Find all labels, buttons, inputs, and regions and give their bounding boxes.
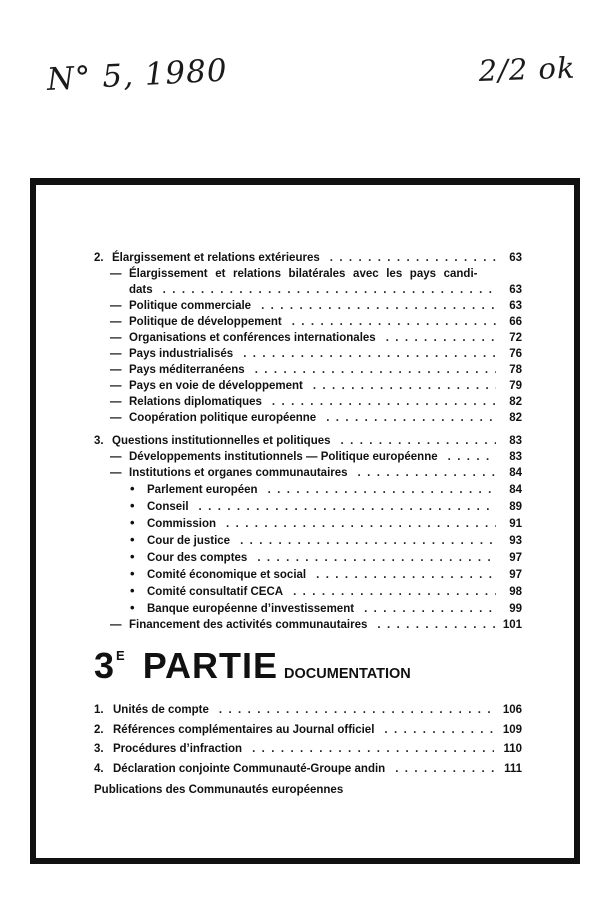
table-of-contents-frame — [30, 178, 580, 864]
toc-subitem[interactable]: • Comité économique et social . . . 97 — [94, 566, 522, 583]
toc-item-title: Financement des activités communautaires — [129, 619, 368, 631]
toc-page-number: 76 — [509, 348, 522, 360]
toc-item[interactable]: — Pays en voie de développement . . . 79 — [94, 378, 522, 394]
toc-item-title: Références complémentaires au Journal officiel — [113, 723, 375, 736]
toc-page-number: 93 — [509, 535, 522, 547]
toc-subitem-title: Commission — [147, 518, 217, 530]
toc-subitem[interactable]: • Commission . . . 91 — [94, 515, 522, 532]
toc-page-number: 63 — [509, 284, 522, 296]
toc-item-continuation[interactable] — [94, 282, 522, 298]
toc-subitem[interactable]: • Cour des comptes . . . 97 — [94, 549, 522, 566]
toc-item[interactable]: — Organisations et conférences internationales . . . 72 — [94, 330, 522, 346]
toc-subitem[interactable]: • Conseil . . . 89 — [94, 498, 522, 515]
toc-item-title: Pays industrialisés — [129, 348, 234, 360]
toc-item-title: Organisations et conférences internationales — [129, 332, 376, 344]
toc-subitem[interactable]: • Banque européenne d’investissement . . . 99 — [94, 600, 522, 617]
toc-page-number: 106 — [502, 704, 522, 716]
toc-item-title: Politique commerciale — [129, 300, 252, 312]
part-number-superscript: E — [116, 648, 125, 663]
part-number: 3 — [94, 645, 115, 686]
toc-subitem[interactable]: • Comité consultatif CECA . . . 98 — [94, 583, 522, 600]
publications-line[interactable]: Publications des Communautés européennes — [94, 783, 344, 796]
toc-subitem-title: Cour de justice — [147, 535, 231, 547]
toc-item[interactable]: — Institutions et organes communautaires . . . 84 — [94, 465, 522, 481]
toc-page-number: 82 — [509, 396, 522, 408]
toc-page-number: 89 — [509, 501, 522, 513]
toc-section-title: Questions institutionnelles et politiques — [112, 435, 331, 447]
toc-page-number: 98 — [509, 586, 522, 598]
toc-item[interactable]: — Relations diplomatiques . . . 82 — [94, 394, 522, 410]
toc-subitem-title: Parlement européen — [147, 484, 258, 496]
toc-page-number: 78 — [509, 364, 522, 376]
toc-subitem-title: Conseil — [147, 501, 189, 513]
toc-item[interactable]: — Développements institutionnels — Politique européenne . . . 83 — [94, 449, 522, 465]
toc-item-title: dats — [129, 284, 153, 296]
toc-page-number: 91 — [509, 518, 522, 530]
toc-page-number: 101 — [502, 619, 522, 631]
toc-page-number: 82 — [509, 412, 522, 424]
toc-item-title: Développements institutionnels — Politique européenne — [129, 451, 438, 463]
toc-item[interactable]: — Pays méditerranéens . . . 78 — [94, 362, 522, 378]
toc-item-title: Politique de développement — [129, 316, 282, 328]
toc-page-number: 109 — [502, 723, 522, 736]
table-of-contents — [94, 250, 522, 800]
part-heading — [94, 645, 522, 687]
toc-doc-item[interactable]: 2. Références complémentaires au Journal officiel . . . 109 — [94, 721, 522, 741]
toc-page-number: 83 — [509, 451, 522, 463]
toc-doc-item[interactable]: 1. Unités de compte . . . 106 — [94, 701, 522, 721]
toc-item-title: Coopération politique européenne — [129, 412, 317, 424]
toc-page-number: 97 — [509, 552, 522, 564]
toc-item-title: Déclaration conjointe Communauté-Groupe andin — [113, 763, 386, 776]
handwritten-page-note: 2/2 ok — [478, 50, 577, 88]
toc-item-title: Pays méditerranéens — [129, 364, 245, 376]
toc-doc-item[interactable]: 4. Déclaration conjointe Communauté-Groupe andin . . . 111 — [94, 760, 522, 780]
toc-item[interactable]: — Politique commerciale . . . 63 — [94, 298, 522, 314]
toc-subitem[interactable]: • Cour de justice . . . 93 — [94, 532, 522, 549]
toc-item[interactable]: — Élargissement et relations bilatérales avec les pays candi- — [110, 268, 478, 280]
toc-page-number: 111 — [504, 763, 522, 776]
toc-item-title: Relations diplomatiques — [129, 396, 262, 408]
toc-page-number: 63 — [509, 252, 522, 264]
toc-item[interactable]: — Coopération politique européenne . . . 82 — [94, 410, 522, 426]
toc-page-number: 83 — [509, 435, 522, 447]
toc-page-number: 84 — [509, 484, 522, 496]
toc-subitem-title: Banque européenne d’investissement — [147, 603, 355, 615]
toc-subitem[interactable]: • Parlement européen . . . 84 — [94, 481, 522, 498]
toc-page-number: 99 — [509, 603, 522, 615]
toc-item[interactable]: — Politique de développement . . . 66 — [94, 314, 522, 330]
toc-item-title: Pays en voie de développement — [129, 380, 303, 392]
toc-subitem-title: Comité économique et social — [147, 569, 307, 581]
toc-section-3[interactable]: 3. Questions institutionnelles et politiques . . . 83 — [94, 433, 522, 449]
toc-item-title: Unités de compte — [113, 704, 209, 716]
part-subtitle: DOCUMENTATION — [284, 666, 411, 682]
handwritten-issue-note: N° 5, 1980 — [46, 52, 229, 98]
toc-item[interactable]: — Pays industrialisés . . . 76 — [94, 346, 522, 362]
toc-doc-item[interactable]: 3. Procédures d’infraction . . . 110 — [94, 740, 522, 760]
toc-subitem-title: Cour des comptes — [147, 552, 248, 564]
toc-item-title: Procédures d’infraction — [113, 743, 243, 756]
toc-section-2[interactable]: 2. Élargissement et relations extérieures . . . 63 — [94, 250, 522, 266]
toc-page-number: 97 — [509, 569, 522, 581]
toc-item-title: Institutions et organes communautaires — [129, 467, 348, 479]
toc-page-number: 72 — [509, 332, 522, 344]
toc-item[interactable]: — Financement des activités communautaires . . . 101 — [94, 617, 522, 633]
toc-section-title: Élargissement et relations extérieures — [112, 252, 320, 264]
toc-subitem-title: Comité consultatif CECA — [147, 586, 284, 598]
toc-page-number: 79 — [509, 380, 522, 392]
part-word: PARTIE — [142, 645, 279, 686]
toc-page-number: 66 — [509, 316, 522, 328]
toc-page-number: 110 — [503, 743, 522, 756]
toc-page-number: 84 — [509, 467, 522, 479]
toc-page-number: 63 — [509, 300, 522, 312]
toc-item-title: Élargissement et relations bilatérales avec les pays candi- — [129, 268, 478, 280]
